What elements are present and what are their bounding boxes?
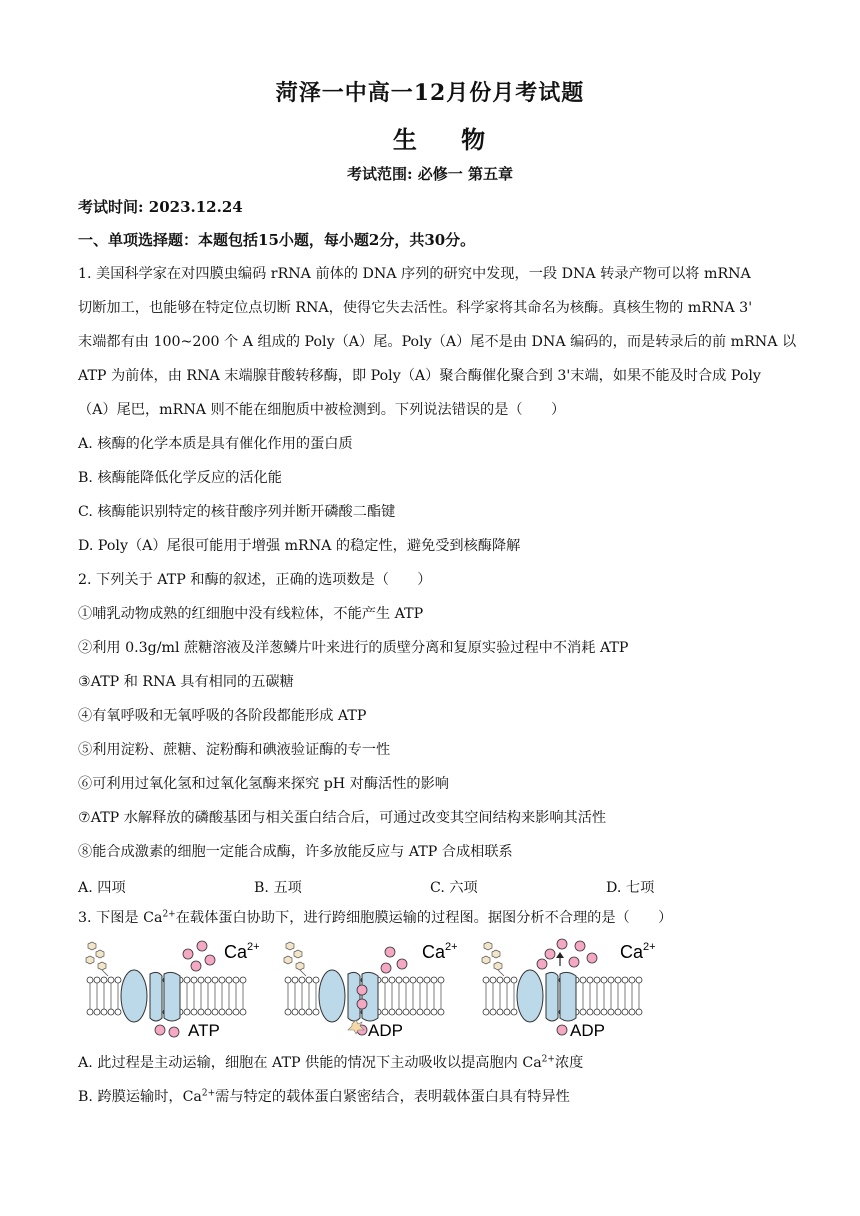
q2-option-c: C. 六项 <box>430 880 478 896</box>
exam-time: 考试时间: 2023.12.24 <box>78 198 243 216</box>
q1-option-a: A. 核酶的化学本质是具有催化作用的蛋白质 <box>78 436 353 452</box>
q2-item-8: ⑧能合成激素的细胞一定能合成酶，许多放能反应与 ATP 合成相联系 <box>78 844 513 860</box>
q2-item-4: ④有氧呼吸和无氧呼吸的各阶段都能形成 ATP <box>78 708 367 724</box>
panel1-atp-label: ATP <box>188 1021 220 1040</box>
q2-option-d: D. 七项 <box>606 880 655 896</box>
q2-item-5: ⑤利用淀粉、蔗糖、淀粉酶和碘液验证酶的专一性 <box>78 742 391 758</box>
q1-option-b: B. 核酶能降低化学反应的活化能 <box>78 470 282 486</box>
panel2-adp-label: ADP <box>368 1021 403 1040</box>
panel2-ion-label: $Ca^{2+}$ <box>422 941 458 962</box>
q2-item-7: ⑦ATP 水解释放的磷酸基团与相关蛋白结合后，可通过改变其空间结构来影响其活性 <box>78 810 607 826</box>
q2-option-a: A. 四项 <box>78 880 126 896</box>
figure-panel-1 <box>86 941 260 1040</box>
q1-line-1: 1. 美国科学家在对四膜虫编码 rRNA 前体的 DNA 序列的研究中发现，一段 DNA 转录产物可以将 mRNA <box>78 266 751 282</box>
q2-option-b: B. 五项 <box>254 880 302 896</box>
q3-option-a: A. 此过程是主动运输，细胞在 ATP 供能的情况下主动吸收以提高胞内 $Ca^{2+}$浓度 <box>78 1054 584 1071</box>
q2-item-2: ②利用 0.3g/ml 蔗糖溶液及洋葱鳞片叶来进行的质壁分离和复原实验过程中不消耗 ATP <box>78 640 629 656</box>
q2-item-6: ⑥可利用过氧化氢和过氧化氢酶来探究 pH 对酶活性的影响 <box>78 776 449 792</box>
subject-title: 生 物 <box>392 125 504 154</box>
calcium-transport-figure <box>84 936 674 1042</box>
q1-option-c: C. 核酶能识别特定的核苷酸序列并断开磷酸二酯键 <box>78 504 396 520</box>
panel3-adp-label: ADP <box>570 1021 605 1040</box>
q2-item-3: ③ATP 和 RNA 具有相同的五碳糖 <box>78 674 294 690</box>
q3-option-b: B. 跨膜运输时，$Ca^{2+}$需与特定的载体蛋白紧密结合，表明载体蛋白具有特异性 <box>78 1088 570 1105</box>
panel1-ion-label: $Ca^{2+}$ <box>224 941 260 962</box>
q2-stem: 2. 下列关于 ATP 和酶的叙述，正确的选项数是（ ） <box>78 572 432 588</box>
q1-line-4: ATP 为前体，由 RNA 末端腺苷酸转移酶，即 Poly（A）聚合酶催化聚合到 3'末端，如果不能及时合成 Poly <box>78 368 761 384</box>
exam-scope: 考试范围: 必修一 第五章 <box>347 165 513 183</box>
exam-title: 菏泽一中高一12月份月考试题 <box>275 80 585 106</box>
q1-line-3: 末端都有由 100~200 个 A 组成的 Poly（A）尾。Poly（A）尾不是由 DNA 编码的，而是转录后的前 mRNA 以 <box>78 334 797 350</box>
figure-panel-2 <box>284 941 458 1040</box>
q1-line-5: （A）尾巴，mRNA 则不能在细胞质中被检测到。下列说法错误的是（ ） <box>78 402 566 418</box>
q2-item-1: ①哺乳动物成熟的红细胞中没有线粒体，不能产生 ATP <box>78 606 424 622</box>
figure-panel-3 <box>482 939 656 1040</box>
panel3-ion-label: $Ca^{2+}$ <box>620 941 656 962</box>
q1-line-2: 切断加工，也能够在特定位点切断 RNA，使得它失去活性。科学家将其命名为核酶。真核生物的 mRNA 3' <box>78 300 753 316</box>
q1-option-d: D. Poly（A）尾很可能用于增强 mRNA 的稳定性，避免受到核酶降解 <box>78 538 521 554</box>
q3-stem: 3. 下图是 $Ca^{2+}$在载体蛋白协助下，进行跨细胞膜运输的过程图。据图分析不合理的是（ ） <box>78 909 673 926</box>
section-heading: 一、单项选择题：本题包括15小题，每小题2分，共30分。 <box>78 231 476 249</box>
